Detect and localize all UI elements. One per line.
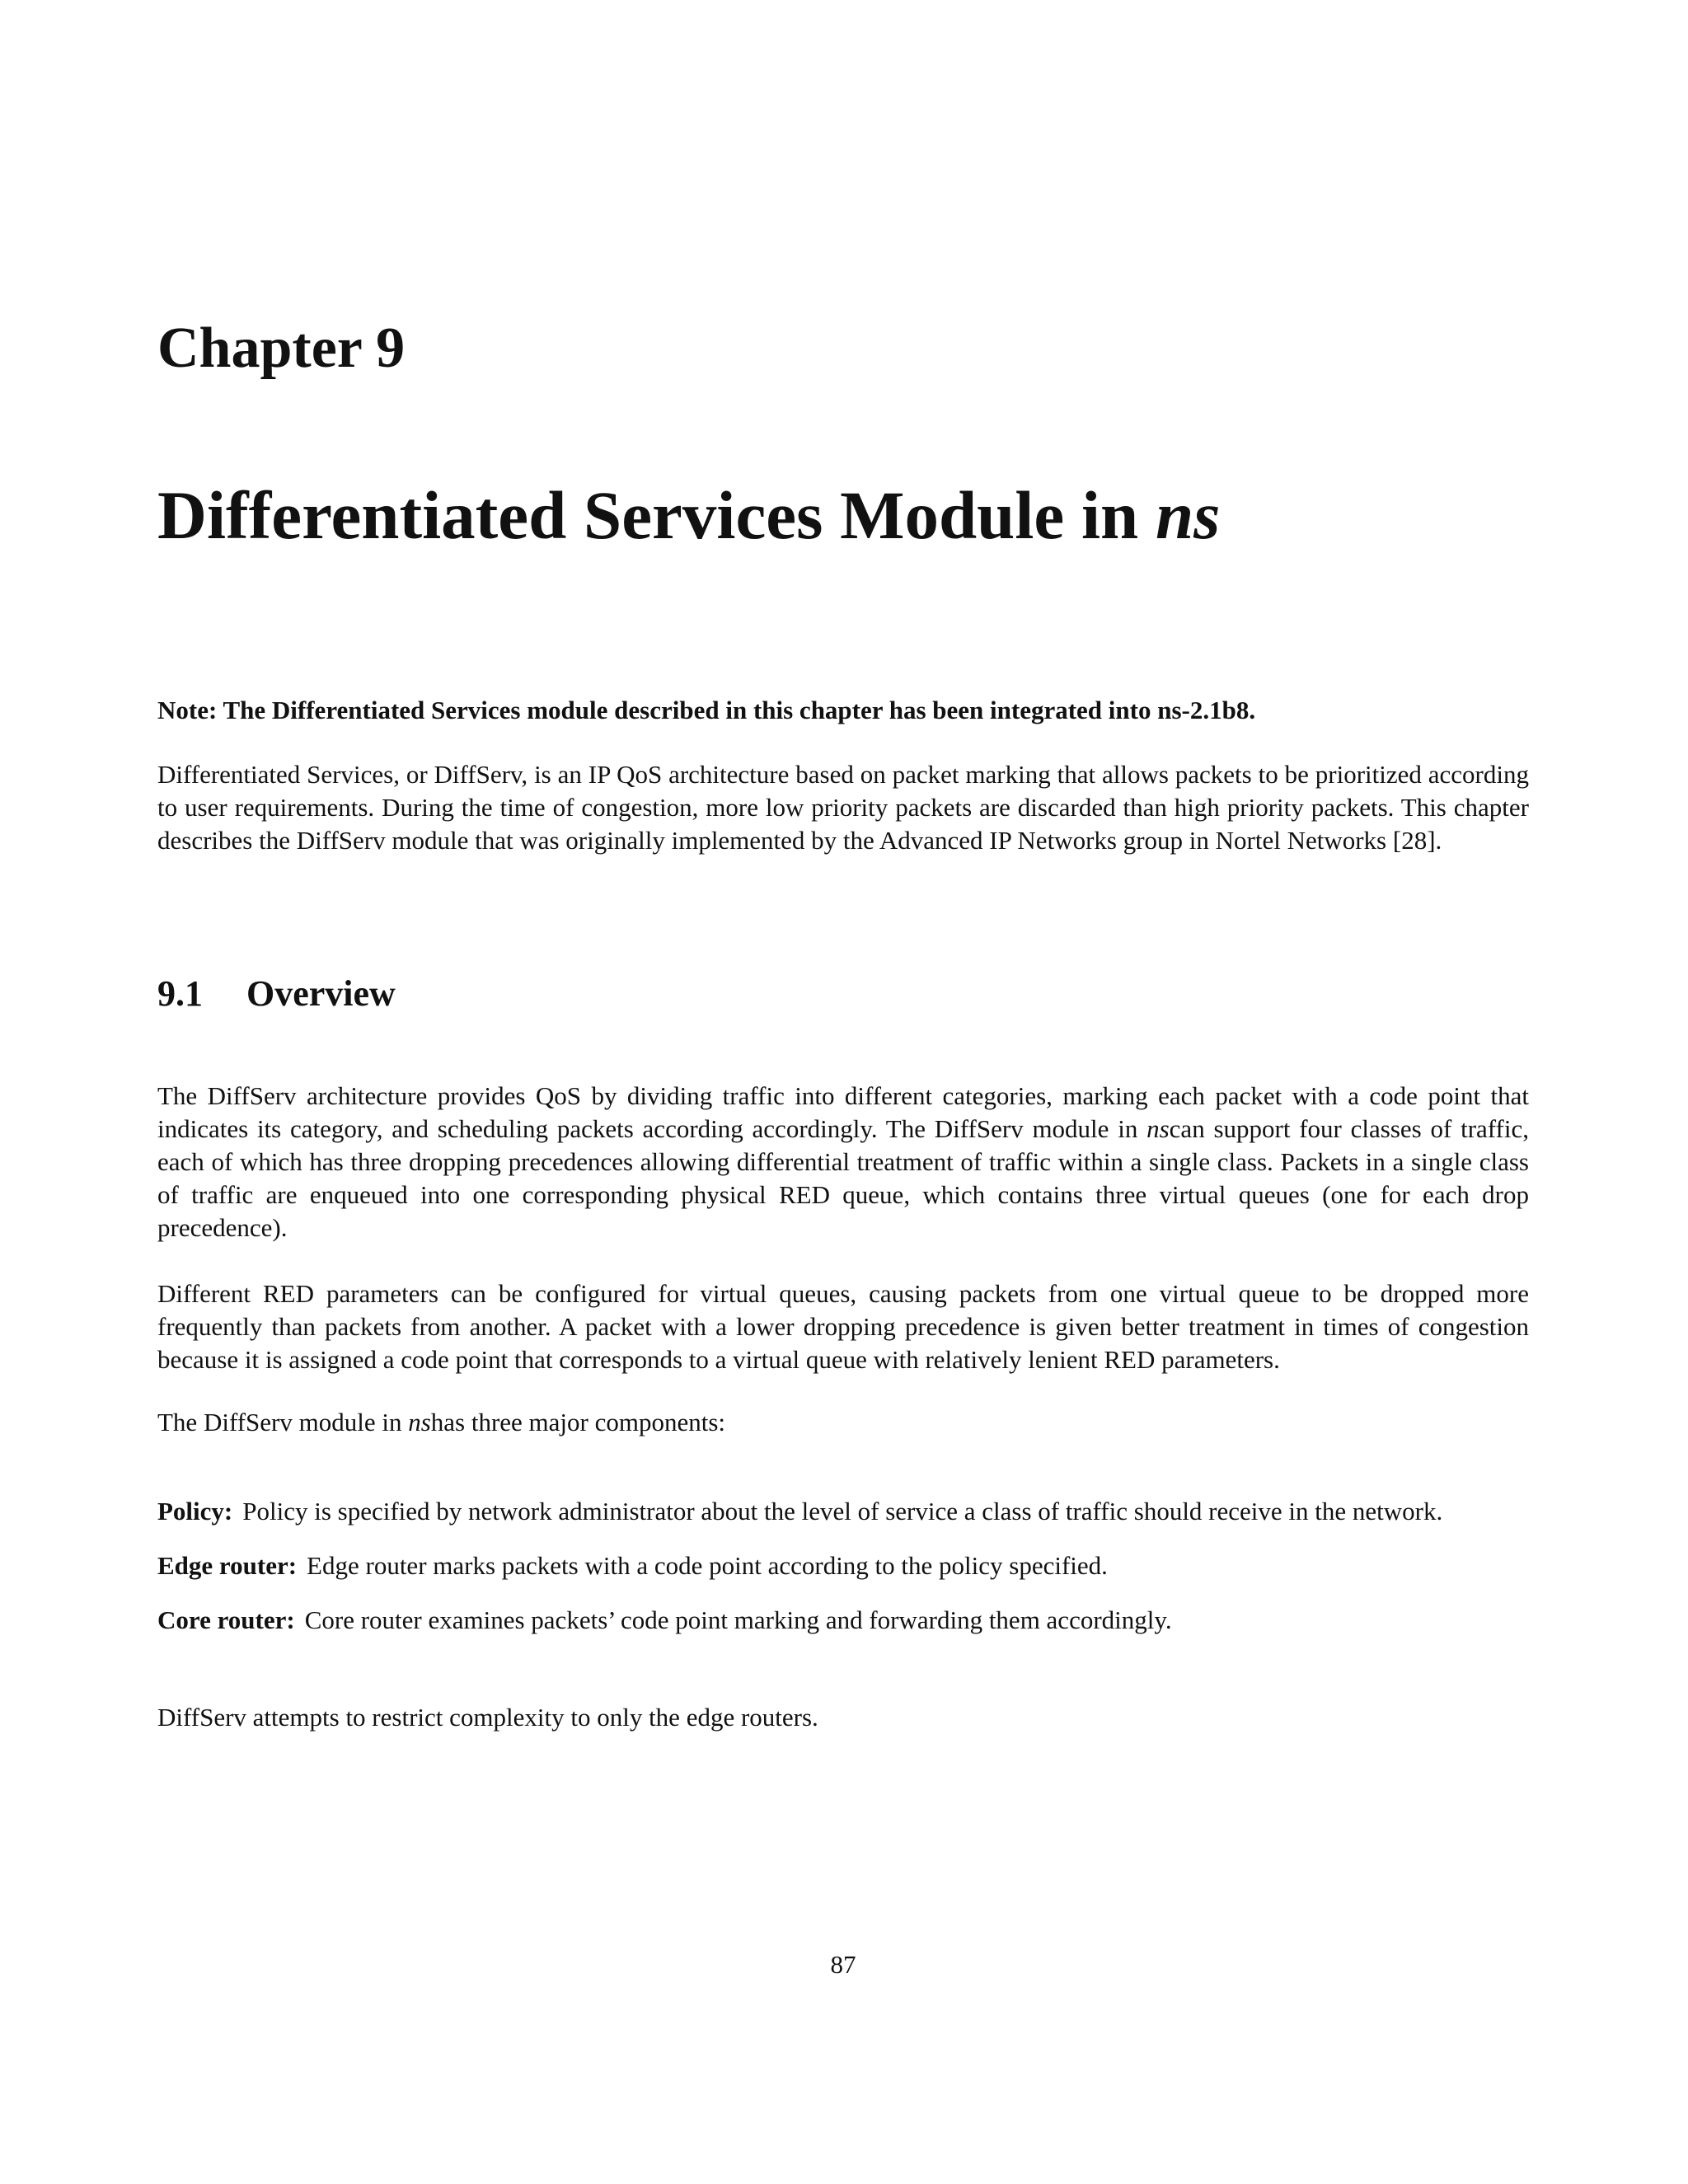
component-description: Policy is specified by network administrator about the level of service a class of traffic should receive in the network. — [242, 1497, 1443, 1526]
component-term: Edge router: — [157, 1551, 298, 1580]
section-title: Overview — [246, 973, 396, 1014]
component-description: Core router examines packets’ code point marking and forwarding them accordingly. — [304, 1605, 1172, 1634]
red-parameters-paragraph: Different RED parameters can be configured for virtual queues, causing packets from one virtual queue to be dropped more frequently than packets from another. A packet with a lower dropping precedence is given better treatment in times of congestion because it is assigned a code point that corresponds to a virtual queue with relatively lenient RED parameters. — [157, 1279, 1529, 1374]
component-term: Core router: — [157, 1605, 295, 1634]
component-description: Edge router marks packets with a code point according to the policy specified. — [307, 1551, 1108, 1580]
overview-text-part1: The DiffServ architecture provides QoS by dividing traffic into different categories, marking each packet with a code point that indicates its category, and scheduling packets according accordingly. The DiffServ module in — [157, 1081, 1529, 1143]
components-intro-paragraph — [157, 1406, 1529, 1439]
overview-text-italic: ns — [1146, 1114, 1170, 1143]
chapter-title-main: Differentiated Services Module in — [157, 477, 1156, 553]
components-text-part2: has three major components: — [430, 1408, 726, 1436]
closing-paragraph: DiffServ attempts to restrict complexity to only the edge routers. — [157, 1703, 818, 1732]
document-page — [157, 0, 1529, 2184]
page-number: 87 — [830, 1950, 856, 1979]
components-text-italic: ns — [408, 1408, 431, 1436]
chapter-label: Chapter 9 — [157, 316, 406, 380]
components-text-part1: The DiffServ module in — [157, 1408, 409, 1436]
component-policy — [157, 1495, 1529, 1528]
component-term: Policy: — [157, 1497, 233, 1526]
component-edge-router — [157, 1549, 1529, 1582]
chapter-title — [157, 477, 1221, 553]
chapter-title-italic: ns — [1155, 477, 1221, 553]
component-core-router — [157, 1604, 1529, 1637]
section-heading — [157, 973, 396, 1014]
overview-text-part2: can support four classes of traffic, each of which has three dropping precedences allowing differential treatment of traffic within a single class. Packets in a single class of traffic are enqueued into one corresponding physical RED queue, which contains three virtual queues (one for each drop precedence). — [157, 1114, 1529, 1242]
overview-paragraph — [157, 1080, 1529, 1244]
integration-note: Note: The Differentiated Services module described in this chapter has been integrated into ns-2.1b8. — [157, 696, 1256, 724]
intro-paragraph: Differentiated Services, or DiffServ, is an IP QoS architecture based on packet marking that allows packets to be prioritized according to user requirements. During the time of congestion, more low priority packets are discarded than high priority packets. This chapter describes the DiffServ module that was originally implemented by the Advanced IP Networks group in Nortel Networks [28]. — [157, 760, 1529, 855]
section-number: 9.1 — [157, 973, 203, 1014]
